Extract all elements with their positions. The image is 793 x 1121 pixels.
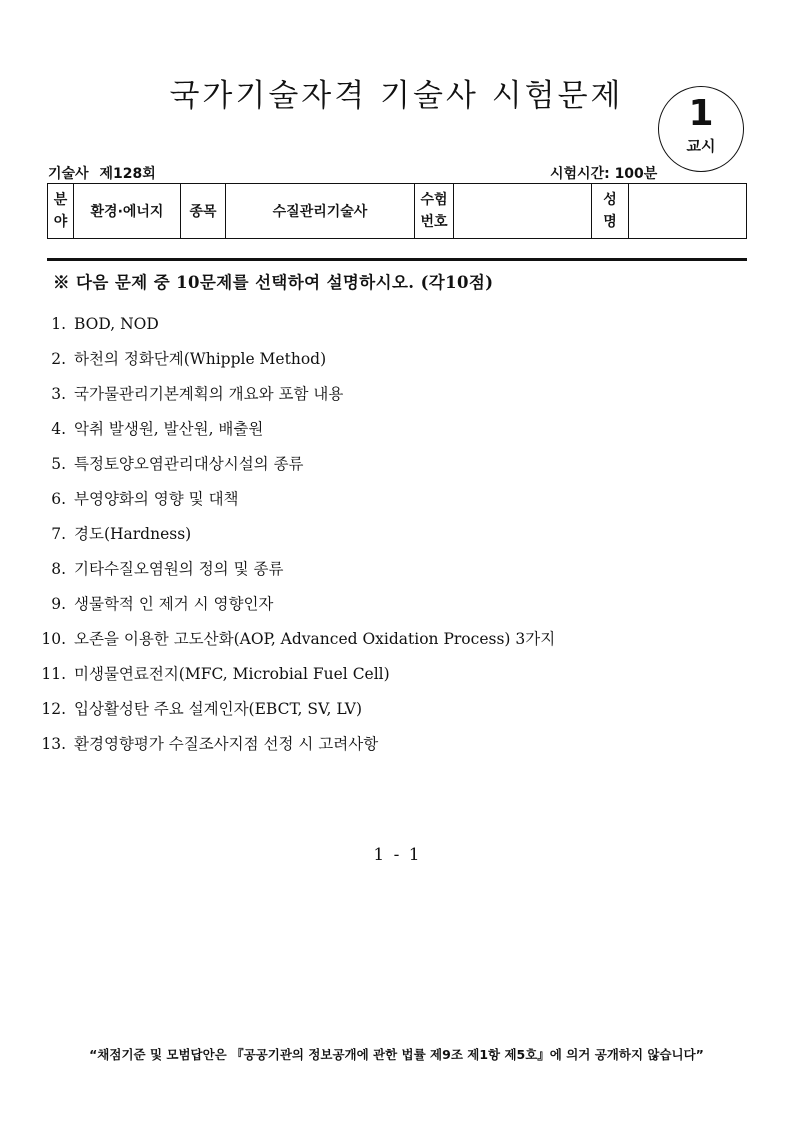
question-item <box>40 521 555 556</box>
question-item <box>40 346 555 381</box>
question-number: 13. <box>41 735 66 753</box>
question-item <box>40 381 555 416</box>
question-item <box>40 556 555 591</box>
question-item <box>40 731 555 766</box>
question-text: 부영양화의 영향 및 대책 <box>74 490 239 508</box>
field-label-line1: 분 <box>53 192 68 208</box>
question-list <box>40 311 555 766</box>
exam-number-label-line2: 번호 <box>420 214 448 230</box>
exam-duration: 시험시간: 100분 <box>550 166 658 182</box>
page-number: 1 - 1 <box>373 845 420 865</box>
question-number: 5. <box>51 455 66 473</box>
question-number: 7. <box>51 525 66 543</box>
question-text: 기타수질오염원의 정의 및 종류 <box>74 560 284 578</box>
question-text: 미생물연료전지(MFC, Microbial Fuel Cell) <box>74 665 390 683</box>
exam-session-info <box>48 163 156 183</box>
question-number: 1. <box>51 315 66 333</box>
subject-label-cell: 종목 <box>181 184 226 239</box>
question-item <box>40 486 555 521</box>
field-value-cell: 환경·에너지 <box>74 184 181 239</box>
exam-type: 기술사 <box>48 166 89 182</box>
question-number: 2. <box>51 350 66 368</box>
exam-title: 국가기술자격 기술사 시험문제 <box>169 78 624 114</box>
question-text: 하천의 정화단계(Whipple Method) <box>74 350 327 368</box>
exam-session: 제128회 <box>99 166 156 182</box>
exam-number-label-cell <box>415 184 454 239</box>
question-text: 입상활성탄 주요 설계인자(EBCT, SV, LV) <box>74 700 363 718</box>
field-label-line2: 야 <box>53 214 68 230</box>
question-item <box>40 626 555 661</box>
period-number: 1 <box>688 93 714 134</box>
footer-disclosure-note: “채점기준 및 모범답안은 『공공기관의 정보공개에 관한 법률 제9조 제1항 제5호』에 의거 공개하지 않습니다” <box>89 1047 704 1062</box>
question-item <box>40 451 555 486</box>
question-number: 8. <box>51 560 66 578</box>
name-input[interactable] <box>629 184 747 239</box>
question-item <box>40 311 555 346</box>
exam-number-input[interactable] <box>454 184 592 239</box>
question-item <box>40 661 555 696</box>
exam-number-label-line1: 수험 <box>420 192 448 208</box>
question-text: 국가물관리기본계획의 개요와 포함 내용 <box>74 385 344 403</box>
question-number: 12. <box>41 700 66 718</box>
question-number: 10. <box>41 630 66 648</box>
question-text: 경도(Hardness) <box>74 525 192 543</box>
period-badge <box>658 86 744 172</box>
question-item <box>40 696 555 731</box>
question-number: 4. <box>51 420 66 438</box>
name-label-line2: 명 <box>603 214 617 230</box>
question-text: 생물학적 인 제거 시 영향인자 <box>74 595 274 613</box>
question-item <box>40 416 555 451</box>
name-label-cell <box>592 184 629 239</box>
exam-info-table <box>47 183 747 239</box>
question-text: BOD, NOD <box>74 315 159 333</box>
instruction-text: ※ 다음 문제 중 10문제를 선택하여 설명하시오. (각10점) <box>53 273 494 292</box>
question-number: 11. <box>41 665 66 683</box>
question-text: 특정토양오염관리대상시설의 종류 <box>74 455 304 473</box>
header-divider <box>47 258 747 261</box>
question-text: 오존을 이용한 고도산화(AOP, Advanced Oxidation Process) 3가지 <box>74 630 556 648</box>
question-number: 6. <box>51 490 66 508</box>
question-number: 9. <box>51 595 66 613</box>
subject-value-cell: 수질관리기술사 <box>226 184 415 239</box>
question-item <box>40 591 555 626</box>
field-label-cell <box>48 184 74 239</box>
question-text: 악취 발생원, 발산원, 배출원 <box>74 420 264 438</box>
period-label: 교시 <box>686 137 716 155</box>
name-label-line1: 성 <box>603 192 617 208</box>
question-number: 3. <box>51 385 66 403</box>
question-text: 환경영향평가 수질조사지점 선정 시 고려사항 <box>74 735 379 753</box>
